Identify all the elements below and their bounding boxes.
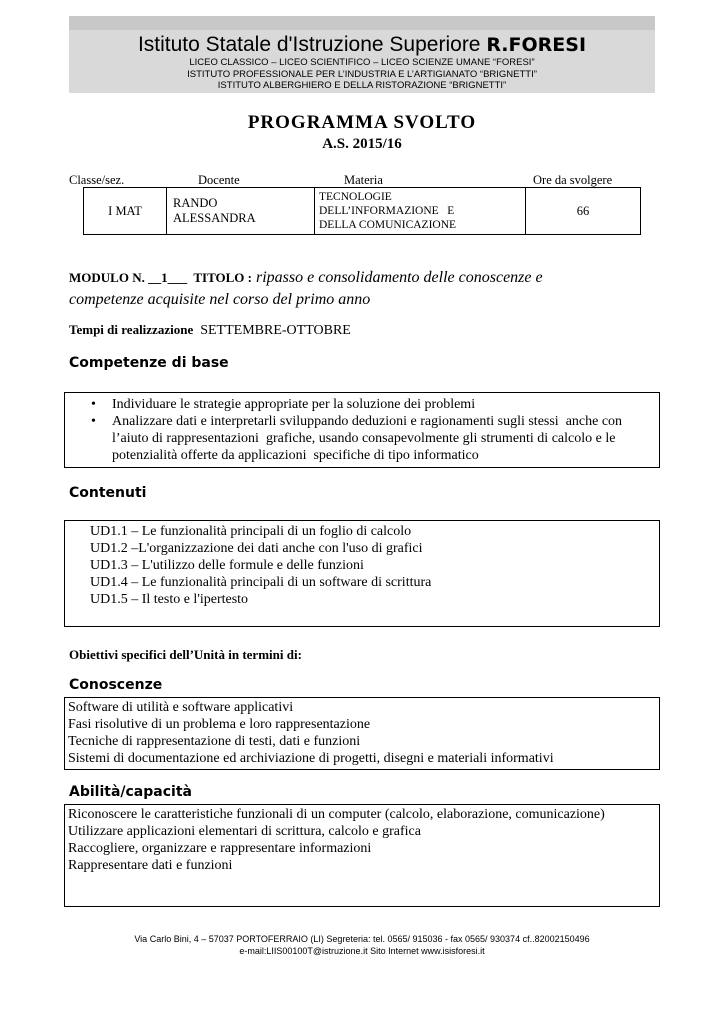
timing: Tempi di realizzazione SETTEMBRE-OTTOBRE: [69, 322, 351, 338]
contenuti-heading: Contenuti: [69, 485, 147, 501]
info-table: [83, 187, 641, 235]
contenuti-box: [64, 520, 660, 627]
institute-header: [69, 16, 655, 93]
obiettivi-label: Obiettivi specifici dell’Unità in termini di:: [69, 647, 302, 662]
competenze-heading: Competenze di base: [69, 355, 229, 371]
header-classe: Classe/sez.: [69, 173, 125, 187]
institute-title: Istituto Statale d'Istruzione Superiore R.FORESI: [137, 33, 587, 56]
table-row: [84, 188, 641, 235]
school-year: A.S. 2015/16: [322, 136, 402, 152]
list-item: Sistemi di documentazione ed archiviazione di progetti, disegni e materiali informativi: [68, 751, 554, 766]
institute-line: ISTITUTO PROFESSIONALE PER L’INDUSTRIA E L’ARTIGIANATO “BRIGNETTI”: [187, 68, 537, 80]
classe-cell: I MAT: [84, 188, 167, 235]
docente-cell: RANDO ALESSANDRA: [167, 188, 315, 235]
list-item: Software di utilità e software applicativi: [68, 700, 294, 715]
list-item: Tecniche di rappresentazione di testi, dati e funzioni: [68, 734, 361, 749]
conoscenze-box: [64, 697, 660, 770]
list-item: UD1.5 – Il testo e l'ipertesto: [90, 592, 249, 607]
list-item: Rappresentare dati e funzioni: [68, 858, 233, 873]
header-docente: Docente: [198, 173, 240, 187]
list-item: Raccogliere, organizzare e rappresentare informazioni: [68, 841, 372, 856]
list-item: Utilizzare applicazioni elementari di scrittura, calcolo e grafica: [68, 824, 421, 839]
competenze-box: [64, 392, 660, 468]
list-item: Riconoscere le caratteristiche funzionali di un computer (calcolo, elaborazione, comunicazione): [68, 807, 605, 822]
header-materia: Materia: [344, 173, 383, 187]
conoscenze-heading: Conoscenze: [69, 677, 163, 693]
competenze-list: [65, 396, 659, 464]
header-ore: Ore da svolgere: [533, 173, 613, 187]
list-item: UD1.2 –L'organizzazione dei dati anche con l'uso di grafici: [90, 541, 423, 556]
list-item: • Individuare le strategie appropriate per la soluzione dei problemi: [112, 396, 659, 413]
institute-name-bold: R.FORESI: [486, 34, 587, 56]
module-title: MODULO N. __1___ TITOLO : ripasso e consolidamento delle conoscenze e competenze acquisite nel corso del primo anno: [69, 269, 543, 308]
document-title: PROGRAMMA SVOLTO: [247, 112, 477, 133]
materia-cell: TECNOLOGIE DELL’INFORMAZIONE E DELLA COMUNICAZIONE: [315, 188, 526, 235]
footer-contacts: e-mail:LIIS00100T@istruzione.it Sito Internet www.isisforesi.it: [239, 946, 485, 956]
footer-address: Via Carlo Bini, 4 – 57037 PORTOFERRAIO (LI) Segreteria: tel. 0565/ 915036 - fax 0565/ 930374 cf..82002150496: [134, 934, 590, 944]
institute-line: ISTITUTO ALBERGHIERO E DELLA RISTORAZIONE “BRIGNETTI”: [217, 80, 507, 91]
ore-cell: 66: [526, 188, 641, 235]
list-item: UD1.4 – Le funzionalità principali di un software di scrittura: [90, 575, 432, 590]
list-item: • Analizzare dati e interpretarli sviluppando deduzioni e ragionamenti sugli stessi anche con l’aiuto di rappresentazioni grafiche, usando consapevolmente gli strumenti di calcolo e le potenzialità offerte da applicazioni specifiche di tipo informatico: [112, 413, 659, 464]
abilita-heading: Abilità/capacità: [69, 784, 192, 800]
list-item: UD1.3 – L'utilizzo delle formule e delle funzioni: [90, 558, 364, 573]
abilita-box: [64, 804, 660, 907]
list-item: UD1.1 – Le funzionalità principali di un foglio di calcolo: [90, 524, 412, 539]
list-item: Fasi risolutive di un problema e loro rappresentazione: [68, 717, 371, 732]
institute-line: LICEO CLASSICO – LICEO SCIENTIFICO – LICEO SCIENZE UMANE “FORESI”: [189, 57, 535, 68]
